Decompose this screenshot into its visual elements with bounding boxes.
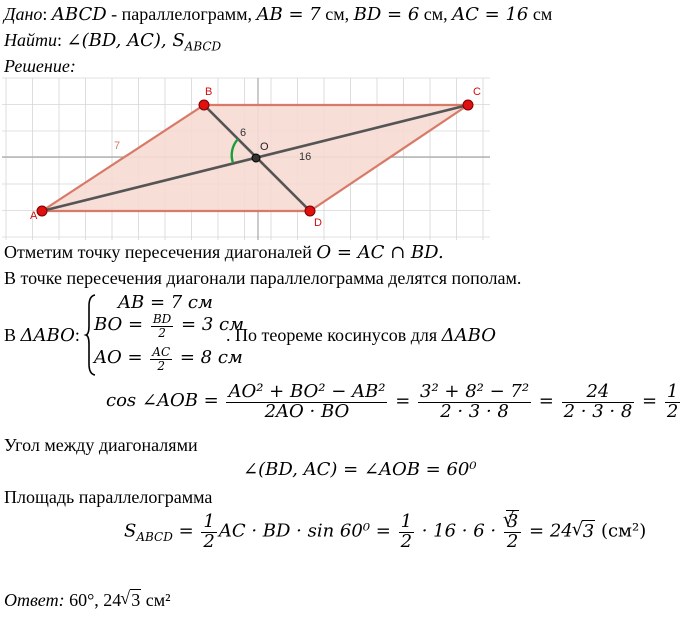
find-area-symbol: S bbox=[172, 30, 185, 51]
given-label: Дано bbox=[4, 4, 43, 24]
angle-formula: ∠(BD, AC) = ∠AOB = 60⁰ bbox=[243, 459, 477, 480]
answer-line: Ответ: 60°, 24√ 3 см² bbox=[4, 590, 171, 611]
vertex-b-point bbox=[199, 100, 209, 110]
find-angle: ∠(BD, AC), bbox=[66, 30, 173, 51]
area-formula: $S_{ABCD}$ = $\frac{1}{2}$ AC · BD · sin 60⁰ = $\frac{1}{2}$ · 16 · 6 · √ $\frac{3}{2}$ = 24√ 3 (см²) bbox=[124, 513, 646, 552]
segment-oc-length: 16 bbox=[299, 151, 312, 163]
given-line: Дано: ABCD - параллелограмм, AB = 7 см, BD = 6 см, AC = 16 см bbox=[4, 4, 553, 25]
find-label: Найти bbox=[4, 30, 57, 50]
given-ab: AB = 7 bbox=[256, 4, 321, 25]
intersection-sentence: Отметим точку пересечения диагоналей O = AC ∩ BD. bbox=[4, 242, 444, 263]
vertex-a-point bbox=[37, 206, 47, 216]
parallelogram-figure bbox=[2, 78, 490, 240]
system-row-ao: AO = $\frac{AC}{2}$ = 8 см bbox=[94, 345, 243, 373]
given-bd: BD = 6 bbox=[353, 4, 420, 25]
intersection-o-point bbox=[252, 154, 260, 162]
triangle-prefix: В ΔABO: bbox=[4, 325, 80, 346]
system-row-bo: BO = $\frac{BD}{2}$ = 3 см bbox=[94, 312, 245, 340]
intersection-formula: O = AC ∩ BD. bbox=[316, 242, 444, 263]
area-heading: Площадь параллелограмма bbox=[4, 487, 213, 507]
side-ab-length: 7 bbox=[114, 140, 121, 152]
point-o-label: O bbox=[260, 141, 269, 153]
vertex-b-label: B bbox=[205, 86, 213, 98]
vertex-c-label: C bbox=[473, 86, 481, 98]
given-description: - параллелограмм, bbox=[106, 4, 257, 24]
system-row-ab: AB = 7 см bbox=[118, 292, 213, 313]
given-ac: AC = 16 bbox=[452, 4, 529, 25]
find-line: Найти: ∠(BD, AC), $S_{ABCD}$ bbox=[4, 30, 222, 54]
vertex-c-point bbox=[463, 100, 473, 110]
answer-label: Ответ: bbox=[4, 590, 65, 610]
vertex-d-point bbox=[305, 206, 315, 216]
vertex-d-label: D bbox=[314, 217, 322, 229]
angle-heading: Угол между диагоналями bbox=[4, 435, 198, 455]
solution-heading: Решение: bbox=[4, 56, 76, 76]
cosine-theorem-sentence: . По теореме косинусов для ΔABO bbox=[226, 325, 496, 346]
cosine-formula: cos ∠AOB = $\frac{\text{AO² + BO² − AB²}}{2AO \cdot BO}$ = $\frac{\text{3² + 8² − 7²}}{2 \cdot 3 \cdot 8}$ = $\frac{24}{2 \cdot 3 \cdot 8}$ = $\frac{1}{2}$ bbox=[106, 381, 679, 422]
segment-bo-length: 6 bbox=[240, 127, 247, 139]
given-figure: ABCD bbox=[51, 4, 107, 25]
bisect-sentence: В точке пересечения диагонали параллелограмма делятся пополам. bbox=[4, 268, 522, 288]
find-area-subscript: ABCD bbox=[184, 39, 222, 54]
vertex-a-label: A bbox=[30, 210, 38, 222]
